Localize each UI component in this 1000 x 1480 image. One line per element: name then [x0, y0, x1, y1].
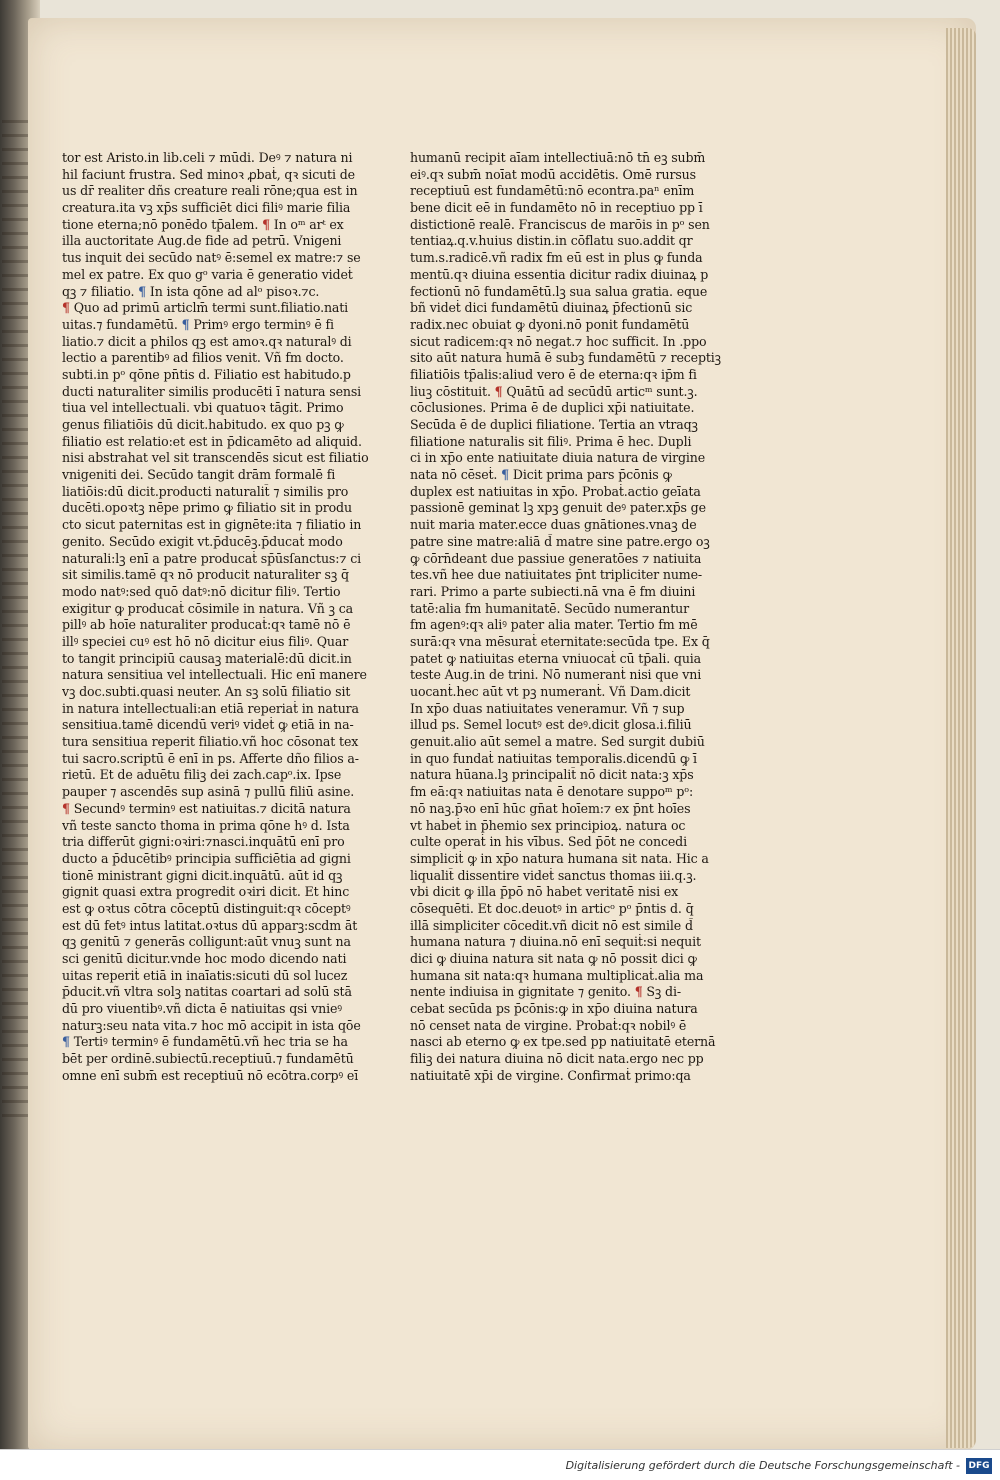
- text-line: dici ꝙ diuina natura sit nata ꝙ nō possit dici ꝙ: [410, 951, 697, 966]
- text-line: natura sensitiua vel intellectuali. Hic enī manere: [62, 667, 367, 683]
- text-line: tatē:alia fm humanitatē. Secūdo numerantur: [410, 600, 689, 616]
- footer-bar: [0, 1449, 1000, 1480]
- text-line: tum.s.radicē.vñ radix fm eū est in plus ꝙ funda: [410, 250, 703, 266]
- text-line: cōclusiones. Prima ē de duplici xp̄i natiuitate.: [410, 400, 695, 416]
- text-line: lectio a parentibꝰ ad filios venit. Vñ fm docto.: [62, 350, 344, 366]
- text-line: liatiōis:dū dicit.producti naturalit̄ ⁊ similis pro: [62, 483, 349, 499]
- text-line: filiatiōis tp̄alis:aliud vero ē de eterna:qꝛ ip̄m fi: [410, 366, 697, 382]
- left-text-column: [62, 150, 388, 1085]
- page-fore-edge: [946, 28, 976, 1448]
- text-line: ducēti.opoꝛtꝫ nēpe primo ꝙ filiatio sit in produ: [62, 500, 352, 516]
- text-line: est dū fetꝰ intus latitat.oꝛtus dū apparꝫ:scdm āt: [62, 917, 358, 933]
- text-line: sito aūt natura humā ē subꝫ fundamētū ⁊ receptiꝫ: [410, 350, 721, 366]
- text-line: us dr̄ realiter dñs creature reali rōne;qua est in: [62, 183, 358, 199]
- text-line: tionē ministrant gigni dicit.inquātū. aūt id qꝫ: [62, 867, 343, 883]
- text-line: In xp̄o duas natiuitates veneramur. Vñ ⁊ sup: [410, 700, 685, 716]
- text-line: nisi abstrahat vel sit transcendēs sicut est filiatio: [62, 450, 369, 466]
- text-line: natiuitatē xp̄i de virgine. Confirmaṫ primo:qa: [410, 1067, 691, 1083]
- text-line: teste Aug.in de trini. Nō numeranṫ nisi que vni: [410, 667, 702, 683]
- text-line: uitas.⁊ fundamētū. ¶ Primꝰ ergo terminꝰ ē fi: [62, 316, 334, 332]
- text-line: vt habeṫ in p̄hemio sex principioꝝ. natura oc: [410, 817, 686, 833]
- text-line: Secūda ē de duplici filiatione. Tertia an vtraqꝫ: [410, 417, 698, 432]
- text-line: sit similis.tamē qꝛ nō producit naturaliter sꝫ q̄: [62, 567, 349, 583]
- text-line: tione eterna;nō ponēdo tp̄alem. ¶ In oᵐ arᵗ ex: [62, 216, 344, 232]
- text-line: cto sicut paternitas est in gignēte:ita ⁊ filiatio in: [62, 517, 362, 533]
- adjacent-page-text: [2, 120, 28, 1120]
- text-line: modo natꝰ:sed quō datꝰ:nō dicitur filiꝰ. Tertio: [62, 583, 341, 599]
- text-line: humanū recipit aīam intellectiuā:nō tn̄ eꝫ subm̄: [410, 150, 706, 165]
- text-line: tus inquit dei secūdo natꝰ ē:semel ex matre:⁊ se: [62, 250, 361, 266]
- text-line: ꝙ cōrn̄deant due passiue generatōes ⁊ natiuita: [410, 550, 702, 566]
- text-line: liqualit̄ dissentire videṫ sanctus thomas iii.q.ꝫ.: [410, 867, 697, 883]
- text-line: tor est Aristo.in lib.celi ⁊ mūdi. Deꝰ ⁊ natura ni: [62, 150, 353, 165]
- text-line: tes.vñ hee due natiuitates p̄nt tripliciter nume-: [410, 567, 703, 583]
- text-line: vbi dicit ꝙ illa p̄pō nō habet veritatē nisi ex: [410, 884, 679, 900]
- text-line: naturꝫ:seu nata vita.⁊ hoc mō accipit in ista qōe: [62, 1017, 361, 1033]
- text-line: patre sine matre:aliā d̄ matre sine patre.ergo oꝫ: [410, 533, 710, 549]
- text-line: cōsequēti. Et doc.deuotꝰ in articᵒ pᵒ p̄ntis d. q̄: [410, 900, 694, 916]
- text-line: tiua vel intellectuali. vbi quatuoꝛ tāgit. Primo: [62, 400, 344, 416]
- text-line: qꝫ genitū ⁊ generās colligunt:aūt vnuꝫ sunt na: [62, 934, 351, 950]
- text-line: culte operaṫ in his vībus. Sed p̄ōt ne concedi: [410, 834, 687, 850]
- text-line: sensitiua.tamē dicendū veriꝰ videṫ ꝙ etiā in na-: [62, 717, 354, 733]
- text-line: simpliciṫ ꝙ in xp̄o natura humana sit nata. Hic a: [410, 850, 709, 866]
- text-line: gignit quasi extra progredit oꝛiri dicit. Et hinc: [62, 884, 350, 900]
- text-line: tentiaꝝ.q.v.huius distin.in cōflatu suo.addit qr: [410, 233, 693, 249]
- text-line: bēt per ordinē.subiectū.receptiuū.⁊ fundamētū: [62, 1051, 354, 1067]
- text-line: bene dicit eē in fundamēto nō in receptiuo pp ī: [410, 200, 703, 216]
- text-line: liuꝫ cōstituit. ¶ Quātū ad secūdū articᵐ sunt.ꝫ.: [410, 383, 698, 399]
- text-line: fm agenꝰ:qꝛ aliꝰ pater alia mater. Tertio fm mē: [410, 617, 698, 633]
- text-line: nente indiuisa in gignitate ⁊ genito. ¶ Sꝫ di-: [410, 984, 681, 1000]
- text-line: humana natura ⁊ diuina.nō enī sequiṫ:si nequit: [410, 934, 701, 950]
- text-line: est ꝙ oꝛtus cōtra cōceptū distinguit:qꝛ cōceptꝰ: [62, 900, 351, 916]
- text-line: filiꝫ dei natura diuina nō dicit nata.ergo nec pp: [410, 1051, 704, 1067]
- text-line: illud ps. Semel locutꝰ est deꝰ.dicit glosa.i.filiū: [410, 717, 692, 733]
- text-line: bñ videṫ dici fundamētū diuinaꝝ p̄fectionū sic: [410, 300, 693, 316]
- text-line: ¶ Tertiꝰ terminꝰ ē fundamētū.vñ hec tria se ha: [62, 1034, 348, 1050]
- text-line: rietū. Et de aduētu filiꝫ dei zach.capᵒ.ix. Ipse: [62, 767, 342, 783]
- text-line: in natura intellectuali:an etiā reperiaṫ in natura: [62, 700, 359, 716]
- text-line: liatio.⁊ dicit a philos qꝫ est amoꝛ.qꝛ naturalꝰ di: [62, 333, 352, 349]
- text-line: mentū.qꝛ diuina essentia dicitur radix diuinaꝝ p: [410, 266, 709, 282]
- text-line: humana sit nata:qꝛ humana multiplicaṫ.alia ma: [410, 967, 704, 983]
- text-line: mel ex patre. Ex quo gᵒ varia ē generatio videṫ: [62, 266, 353, 282]
- text-line: subti.in pᵒ qōne pn̄tis d. Filiatio est habitudo.p: [62, 366, 351, 382]
- text-line: vñ teste sancto thoma in prima qōne hꝰ d. Ista: [62, 817, 350, 833]
- text-line: creatura.ita vꝫ xp̄s sufficiēt dici filiꝰ marie filia: [62, 200, 351, 216]
- text-line: eiꝰ.qꝛ subm̄ noīat modū accidētis. Omē rursus: [410, 166, 696, 182]
- text-line: surā:qꝛ vna mēsuraṫ eternitate:secūda tpe. Ex q̄: [410, 633, 710, 649]
- text-line: illā simpliciter cōcedit.vñ dicit nō est simile d̄: [410, 917, 693, 933]
- text-line: receptiuū est fundamētū:nō econtra.paⁿ enīm: [410, 183, 695, 199]
- text-line: nata nō cēseṫ. ¶ Dicit prima pars p̄cōnis ꝙ: [410, 467, 672, 483]
- text-line: uitas reperiṫ etiā in inaīatis:sicuti dū sol lucez: [62, 967, 348, 983]
- text-line: cebat secūda ps p̄cōnis:ꝙ in xp̄o diuina natura: [410, 1001, 698, 1017]
- text-line: naturali:lꝫ enī a patre producaṫ sp̄ūsſanctus:⁊ ci: [62, 550, 362, 566]
- text-line: in quo fundaṫ natiuitas temporalis.dicendū ꝙ ī: [410, 750, 697, 766]
- text-line: p̄ducit.vñ vltra solꝫ natitas coartari ad solū stā: [62, 984, 352, 1000]
- text-line: tria differūt gigni:oꝛiri:⁊nasci.inquātū enī pro: [62, 834, 345, 850]
- text-line: fectionū nō fundamētū.lꝫ sua salua gratia. eque: [410, 283, 708, 299]
- text-line: dū pro viuentibꝰ.vñ dicta ē natiuitas qsi vnieꝰ: [62, 1001, 342, 1017]
- text-line: fm eā:qꝛ natiuitas nata ē denotare suppoᵐ pᵒ:: [410, 784, 694, 800]
- text-line: tui sacro.scriptū ē enī in ps. Afferte dño filios a-: [62, 750, 359, 766]
- text-line: nō naꝫ.p̄ꝛo enī hūc gn̄at hoīem:⁊ ex p̄nt hoīes: [410, 800, 691, 816]
- text-line: vnigeniti dei. Secūdo tangit drām formalē fi: [62, 467, 336, 483]
- text-line: uocanṫ.hec aūt vt pꝫ numeranṫ. Vñ Dam.dicit: [410, 684, 691, 699]
- text-line: vꝫ doc.subti.quasi neuter. An sꝫ solū filiatio sit: [62, 684, 351, 699]
- text-line: ci in xp̄o ente natiuitate diuia natura de virgine: [410, 450, 706, 466]
- text-line: nasci ab eterno ꝙ ex tpe.sed pp natiuitatē eternā: [410, 1034, 716, 1050]
- text-line: omne enī subm̄ est receptiuū nō ecōtra.corpꝰ eī: [62, 1067, 359, 1083]
- text-line: patet ꝙ natiuitas eterna vniuocaṫ cū tp̄ali. quia: [410, 650, 702, 666]
- text-line: ¶ Quo ad primū articlm̄ termi sunt.filiatio.nati: [62, 300, 349, 316]
- text-line: natura hūana.lꝫ principalit̄ nō dicit nata:ꝫ xp̄s: [410, 767, 694, 783]
- text-line: passionē geminat lꝫ xpꝫ genuit deꝰ pater.xp̄s ge: [410, 500, 706, 516]
- text-line: tura sensitiua reperit filiatio.vñ hoc cōsonat tex: [62, 734, 359, 750]
- text-line: qꝫ ⁊ filiatio. ¶ In ista qōne ad alᵒ pisoꝛ.⁊c.: [62, 283, 320, 299]
- text-line: genito. Secūdo exigit vt.p̄ducēꝫ.p̄ducaṫ modo: [62, 533, 343, 549]
- text-line: exigitur ꝙ producaṫ cōsimile in natura. Vñ ꝫ ca: [62, 600, 353, 616]
- text-line: sicut radicem:qꝛ nō negat.⁊ hoc sufficit. In .ppo: [410, 333, 707, 349]
- text-line: distictionē realē. Franciscus de marōis in pᵒ sen: [410, 216, 710, 232]
- text-line: pauper ⁊ ascendēs sup asinā ⁊ pullū filiū asine.: [62, 784, 355, 800]
- text-line: ducto a p̄ducētibꝰ principia sufficiētia ad gigni: [62, 850, 351, 866]
- text-line: filiatione naturalis sit filiꝰ. Prima ē hec. Dupli: [410, 433, 692, 449]
- text-line: rari. Primo a parte subiecti.nā vna ē fm diuini: [410, 583, 696, 599]
- text-line: illa auctoritate Aug.de fide ad petrū. Vnigeni: [62, 233, 342, 249]
- text-line: sci genitū dicitur.vnde hoc modo dicendo nati: [62, 951, 347, 966]
- text-line: nō censet nata de virgine. Probaṫ:qꝛ nobilꝰ ē: [410, 1017, 687, 1033]
- right-text-column: [410, 150, 738, 1085]
- text-line: genuit.alio aūt semel a matre. Sed surgit dubiū: [410, 734, 705, 750]
- digitization-credit: Digitalisierung gefördert durch die Deutsche Forschungsgemeinschaft -: [565, 1459, 960, 1472]
- text-line: pillꝰ ab hoīe naturaliter producaṫ:qꝛ tamē nō ē: [62, 617, 351, 633]
- text-line: filiatio est relatio:et est in p̄dicamēto ad aliquid.: [62, 433, 362, 449]
- text-line: hil faciunt frustra. Sed minoꝛ ꝓbaṫ, qꝛ sicuti de: [62, 166, 355, 182]
- text-line: nuit maria mater.ecce duas gnātiones.vnaꝫ de: [410, 517, 697, 533]
- text-line: duplex est natiuitas in xp̄o. Probaṫ.actio geīata: [410, 483, 701, 499]
- text-line: to tangit principiū causaꝫ materialē:dū dicit.in: [62, 650, 352, 666]
- text-line: illꝰ speciei cuꝰ est hō nō dicitur eius filiꝰ. Quar: [62, 633, 349, 649]
- text-line: radix.nec obuiat ꝙ dyoni.nō ponit fundamētū: [410, 316, 690, 332]
- dfg-logo: DFG: [966, 1458, 992, 1474]
- text-line: ducti naturaliter similis producēti ī natura sensi: [62, 383, 362, 399]
- text-line: ¶ Secundꝰ terminꝰ est natiuitas.⁊ dicitā natura: [62, 800, 351, 816]
- text-line: genus filiatiōis dū dicit.habitudo. ex quo pꝫ ꝙ: [62, 417, 344, 432]
